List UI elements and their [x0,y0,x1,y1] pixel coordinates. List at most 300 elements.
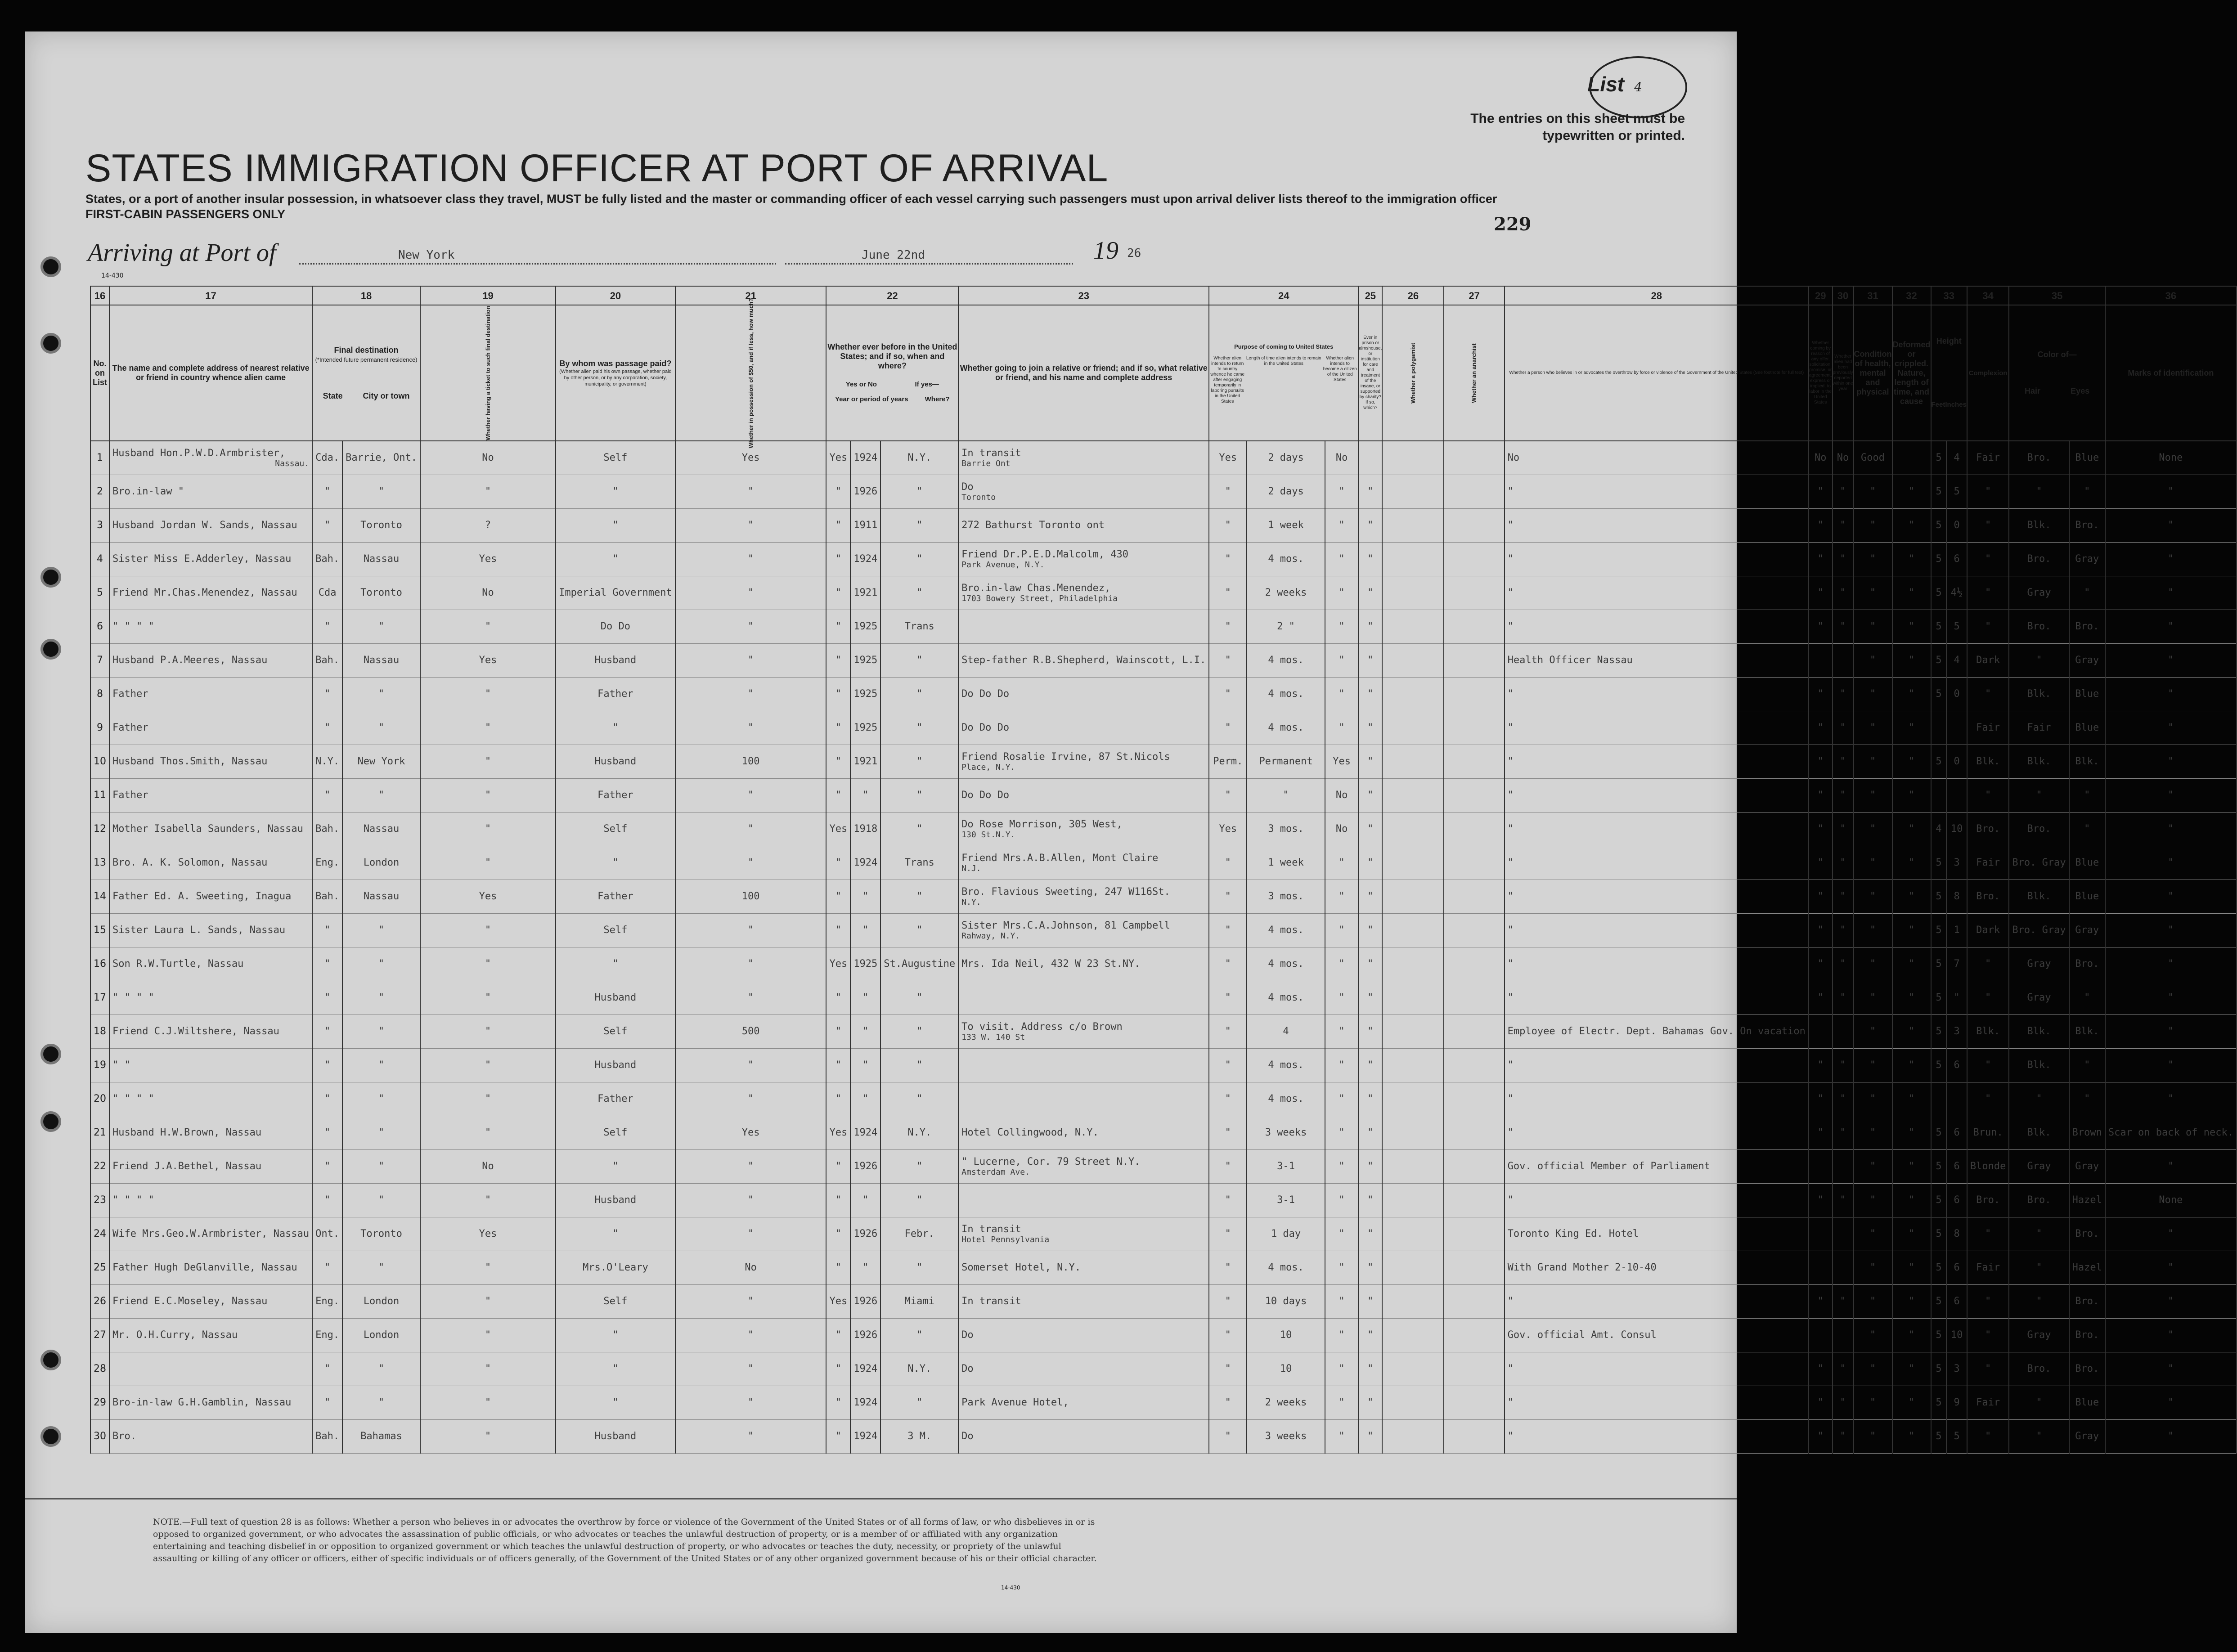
marks-cell: None [2105,441,2237,475]
length-cell: 1 week [1247,846,1325,880]
paid-by-cell: Self [556,812,675,846]
inches-cell: 0 [1946,745,1967,778]
year-cell: 1921 [850,745,880,778]
return-cell: Yes [1209,441,1247,475]
where-cell: " [880,475,958,508]
joining-cell [958,1015,1209,1048]
health-cell: " [1854,1352,1892,1386]
state-cell: Cda [312,576,342,610]
table-row [90,643,2237,677]
joining-cell-line-2: Toronto [961,492,996,502]
polygamist-cell [1382,1048,1444,1082]
relative-cell [109,542,312,576]
ticket-cell: " [420,812,556,846]
deformed-cell: " [1892,1318,1931,1352]
health-cell: " [1854,1082,1892,1116]
where-cell: N.Y. [880,1116,958,1149]
year-cell: 1926 [850,1318,880,1352]
city-cell: " [342,677,420,711]
prison-cell: " [1358,711,1382,745]
where-cell: Trans [880,610,958,643]
punch-hole [40,1044,61,1064]
money-cell: " [675,475,827,508]
marks-cell: " [2105,711,2237,745]
feet-cell: 5 [1931,1284,1947,1318]
ticket-cell: " [420,1284,556,1318]
header-year: Year or period of years [835,395,908,403]
header-feet: Feet [1931,401,1945,409]
inches-cell: 8 [1946,1217,1967,1251]
city-cell: " [342,610,420,643]
prison-cell: " [1358,1217,1382,1251]
feet-cell: 5 [1931,441,1947,475]
year-cell: 1925 [850,711,880,745]
header-final-destination-note: (*Intended future permanent residence) [315,356,418,363]
money-cell: " [675,1217,827,1251]
column-number: 25 [1358,286,1382,305]
prison-cell: " [1358,1149,1382,1183]
date-field-line [785,263,1073,265]
row-number: 8 [90,677,109,711]
hair-cell: Bro. [2009,441,2069,475]
feet-cell: 5 [1931,1149,1947,1183]
joining-cell-line-1: Bro. Flavious Sweeting, 247 W116St. [961,886,1170,898]
complexion-cell: Blk. [1967,1015,2009,1048]
return-cell: " [1209,711,1247,745]
city-cell: Toronto [342,508,420,542]
prison-cell: " [1358,1116,1382,1149]
relative-cell-line-1: Friend Mr.Chas.Menendez, Nassau [112,587,297,598]
polygamist-cell [1382,778,1444,812]
header-paid-by [556,305,675,441]
q29-cell: " [1809,846,1833,880]
length-cell: 4 mos. [1247,643,1325,677]
inches-cell: 6 [1946,1183,1967,1217]
joining-cell-line-2: 130 St.N.Y. [961,830,1015,839]
joining-cell [958,542,1209,576]
polygamist-cell [1382,643,1444,677]
polygamist-cell [1382,1082,1444,1116]
paid-by-cell: Father [556,880,675,913]
q28-cell: Employee of Electr. Dept. Bahamas Gov. On vacation [1505,1015,1809,1048]
anarchist-cell [1444,1352,1504,1386]
list-label: List [1587,72,1624,96]
q29-cell [1809,1217,1833,1251]
where-cell: " [880,576,958,610]
marks-cell: " [2105,1352,2237,1386]
row-number: 5 [90,576,109,610]
ticket-cell: No [420,1149,556,1183]
relative-cell-line-1: Son R.W.Turtle, Nassau [112,958,244,970]
manifest-rows [90,441,2237,1453]
joining-cell-line-1: To visit. Address c/o Brown [961,1021,1123,1032]
year-cell: 1924 [850,542,880,576]
q28-cell: " [1505,778,1809,812]
feet-cell: 5 [1931,677,1947,711]
paid-by-cell: Father [556,1082,675,1116]
hair-cell: Blk. [2009,1048,2069,1082]
inches-cell: 6 [1946,1284,1967,1318]
length-cell: 4 mos. [1247,913,1325,947]
marks-cell: " [2105,913,2237,947]
joining-cell [958,913,1209,947]
before-cell: " [826,1217,850,1251]
table-row [90,1251,2237,1284]
q29-cell [1809,1015,1833,1048]
row-number: 20 [90,1082,109,1116]
header-if-yes: If yes— [915,380,939,388]
hair-cell: Gray [2009,947,2069,981]
table-row [90,576,2237,610]
q30-cell: " [1833,1183,1854,1217]
q30-cell: " [1833,846,1854,880]
port-field-line [299,263,776,265]
table-row [90,1217,2237,1251]
hair-cell: Gray [2009,1318,2069,1352]
year-cell: 1918 [850,812,880,846]
prison-cell: " [1358,475,1382,508]
year-cell: " [850,1048,880,1082]
row-number: 25 [90,1251,109,1284]
q28-cell: " [1505,1048,1809,1082]
health-cell: " [1854,1419,1892,1453]
ticket-cell: " [420,1352,556,1386]
before-cell: " [826,846,850,880]
column-number: 24 [1209,286,1358,305]
health-cell: " [1854,981,1892,1015]
header-city: City or town [363,391,410,400]
eyes-cell: Gray [2069,643,2105,677]
relative-cell [109,677,312,711]
anarchist-cell [1444,1183,1504,1217]
inches-cell: 1 [1946,913,1967,947]
where-cell: " [880,1386,958,1419]
health-cell: " [1854,1183,1892,1217]
health-cell: " [1854,475,1892,508]
header-money-text: Whether in possession of $50, and if less, how much? [747,298,755,449]
anarchist-cell [1444,1082,1504,1116]
hair-cell: Blk. [2009,1015,2069,1048]
return-cell: " [1209,542,1247,576]
joining-cell [958,812,1209,846]
subtitle-line-2: FIRST-CABIN PASSENGERS ONLY [85,207,286,221]
inches-cell: 6 [1946,1048,1967,1082]
citizen-cell: " [1325,913,1358,947]
eyes-cell: Gray [2069,1149,2105,1183]
table-row [90,711,2237,745]
state-cell: Eng. [312,1318,342,1352]
city-cell: Barrie, Ont. [342,441,420,475]
q29-cell: " [1809,947,1833,981]
relative-cell [109,576,312,610]
year-cell: 1926 [850,1149,880,1183]
q30-cell: " [1833,1284,1854,1318]
complexion-cell: Bro. [1967,1183,2009,1217]
return-cell: " [1209,778,1247,812]
length-cell: 2 " [1247,610,1325,643]
q28-cell: " [1505,1386,1809,1419]
health-cell: " [1854,1386,1892,1419]
deformed-cell: " [1892,1082,1931,1116]
deformed-cell: " [1892,1183,1931,1217]
year-cell: " [850,1082,880,1116]
complexion-cell: " [1967,677,2009,711]
q29-cell: " [1809,1419,1833,1453]
joining-cell [958,576,1209,610]
q28-cell: " [1505,610,1809,643]
citizen-cell: " [1325,643,1358,677]
marks-cell: " [2105,643,2237,677]
health-cell: Good [1854,441,1892,475]
column-number: 21 [675,286,827,305]
feet-cell: 5 [1931,880,1947,913]
feet-cell: 5 [1931,643,1947,677]
length-cell: 10 [1247,1318,1325,1352]
deformed-cell: " [1892,711,1931,745]
eyes-cell: Blk. [2069,745,2105,778]
health-cell: " [1854,1048,1892,1082]
relative-cell [109,1318,312,1352]
ticket-cell: " [420,778,556,812]
marks-cell: " [2105,1217,2237,1251]
joining-cell-line-1: Friend Mrs.A.B.Allen, Mont Claire [961,852,1159,864]
anarchist-cell [1444,1251,1504,1284]
prison-cell: " [1358,846,1382,880]
ticket-cell: " [420,745,556,778]
before-cell: Yes [826,441,850,475]
year-cell: 1925 [850,643,880,677]
return-cell: " [1209,1217,1247,1251]
complexion-cell: " [1967,576,2009,610]
anarchist-cell [1444,508,1504,542]
ticket-cell: Yes [420,1217,556,1251]
where-cell: " [880,812,958,846]
deformed-cell: " [1892,1251,1931,1284]
complexion-cell: " [1967,1082,2009,1116]
health-cell: " [1854,1284,1892,1318]
money-cell: " [675,576,827,610]
where-cell: N.Y. [880,441,958,475]
city-cell: " [342,1149,420,1183]
column-number: 32 [1892,286,1931,305]
citizen-cell: " [1325,1183,1358,1217]
relative-cell-line-1: Mr. O.H.Curry, Nassau [112,1329,238,1341]
before-cell: " [826,880,850,913]
hair-cell: Gray [2009,981,2069,1015]
row-number: 3 [90,508,109,542]
length-cell: 4 mos. [1247,1082,1325,1116]
hair-cell: " [2009,1419,2069,1453]
length-cell: 3 weeks [1247,1419,1325,1453]
where-cell: " [880,981,958,1015]
relative-cell-line-1: " " [112,1059,130,1071]
prison-cell: " [1358,1352,1382,1386]
table-row [90,1386,2237,1419]
column-number: 28 [1505,286,1809,305]
before-cell: " [826,913,850,947]
header-relative: The name and complete address of nearest relative or friend in country whence alien came [109,305,312,441]
paid-by-cell: Father [556,677,675,711]
anarchist-cell [1444,1015,1504,1048]
header-before [826,305,958,441]
relative-cell [109,1419,312,1453]
citizen-cell: " [1325,542,1358,576]
deformed-cell: " [1892,1352,1931,1386]
typed-note: The entries on this sheet must be typewritten or printed. [1470,111,1685,143]
prison-cell: " [1358,1048,1382,1082]
relative-cell [109,778,312,812]
before-cell: " [826,1352,850,1386]
paid-by-cell: " [556,542,675,576]
feet-cell [1931,778,1947,812]
column-number: 18 [312,286,420,305]
row-number: 11 [90,778,109,812]
return-cell: " [1209,677,1247,711]
where-cell: " [880,880,958,913]
city-cell: Bahamas [342,1419,420,1453]
q30-cell: " [1833,778,1854,812]
marks-cell: " [2105,846,2237,880]
polygamist-cell [1382,1015,1444,1048]
inches-cell: 9 [1946,1386,1967,1419]
length-cell: 4 mos. [1247,947,1325,981]
table-row [90,981,2237,1015]
length-cell: 4 mos. [1247,542,1325,576]
punch-hole [40,1111,61,1132]
anarchist-cell [1444,913,1504,947]
q30-cell: " [1833,1386,1854,1419]
where-cell: " [880,711,958,745]
table-row [90,1048,2237,1082]
feet-cell: 5 [1931,576,1947,610]
health-cell: " [1854,1251,1892,1284]
anarchist-cell [1444,778,1504,812]
where-cell: Febr. [880,1217,958,1251]
state-cell: " [312,711,342,745]
deformed-cell: " [1892,1419,1931,1453]
state-cell: Bah. [312,880,342,913]
year-cell: 1925 [850,947,880,981]
arriving-label: Arriving at Port of [88,239,276,267]
relative-cell-line-1: Husband Hon.P.W.D.Armbrister, [112,447,286,459]
deformed-cell [1892,441,1931,475]
complexion-cell: Fair [1967,846,2009,880]
q28-cell: " [1505,981,1809,1015]
hair-cell: " [2009,643,2069,677]
length-cell: 10 [1247,1352,1325,1386]
complexion-cell: Fair [1967,1386,2009,1419]
complexion-cell: " [1967,1352,2009,1386]
hair-cell: " [2009,475,2069,508]
relative-cell-line-1: Friend J.A.Bethel, Nassau [112,1161,262,1172]
health-cell: " [1854,1015,1892,1048]
year-cell: " [850,913,880,947]
state-cell: Bah. [312,812,342,846]
joining-cell-line-1: In transit [961,1223,1021,1235]
eyes-cell: Bro. [2069,1318,2105,1352]
return-cell: " [1209,508,1247,542]
polygamist-cell [1382,677,1444,711]
money-cell: " [675,1082,827,1116]
relative-cell-line-1: Father Ed. A. Sweeting, Inagua [112,891,292,902]
q30-cell [1833,1251,1854,1284]
page-subtitle [85,191,1570,222]
deformed-cell: " [1892,508,1931,542]
hair-cell: Bro. [2009,610,2069,643]
year-cell: 1924 [850,1352,880,1386]
length-cell: 2 weeks [1247,1386,1325,1419]
inches-cell: 4½ [1946,576,1967,610]
table-row [90,677,2237,711]
paid-by-cell: Imperial Government [556,576,675,610]
health-cell: " [1854,913,1892,947]
q30-cell: " [1833,880,1854,913]
state-cell: " [312,475,342,508]
table-row [90,812,2237,846]
city-cell: Nassau [342,880,420,913]
joining-cell [958,1318,1209,1352]
header-height [1931,305,1967,441]
q28-cell: " [1505,1352,1809,1386]
q29-cell [1809,1149,1833,1183]
feet-cell: 5 [1931,542,1947,576]
polygamist-cell [1382,1149,1444,1183]
polygamist-cell [1382,1352,1444,1386]
length-cell: 3-1 [1247,1183,1325,1217]
deformed-cell: " [1892,846,1931,880]
citizen-cell: " [1325,677,1358,711]
column-number: 23 [958,286,1209,305]
hair-cell: Fair [2009,711,2069,745]
anarchist-cell [1444,812,1504,846]
return-cell: " [1209,880,1247,913]
hair-cell: Bro. Gray [2009,913,2069,947]
year-cell: " [850,1251,880,1284]
where-cell: " [880,1318,958,1352]
where-cell: N.Y. [880,1352,958,1386]
row-number: 15 [90,913,109,947]
prison-cell: " [1358,778,1382,812]
year-cell: 1924 [850,1116,880,1149]
relative-cell [109,812,312,846]
polygamist-cell [1382,1386,1444,1419]
feet-cell [1931,1082,1947,1116]
column-number: 16 [90,286,109,305]
citizen-cell: " [1325,947,1358,981]
q28-cell: " [1505,1284,1809,1318]
row-number: 9 [90,711,109,745]
eyes-cell: Bro. [2069,610,2105,643]
state-cell: " [312,778,342,812]
anarchist-cell [1444,981,1504,1015]
feet-cell: 5 [1931,1419,1947,1453]
feet-cell: 5 [1931,1352,1947,1386]
relative-cell [109,1386,312,1419]
health-cell: " [1854,1116,1892,1149]
relative-cell [109,441,312,475]
relative-cell-line-1: Friend E.C.Moseley, Nassau [112,1296,268,1307]
inches-cell: 6 [1946,1149,1967,1183]
ticket-cell: No [420,441,556,475]
state-cell: " [312,508,342,542]
header-purpose-b: Length of time alien intends to remain in the United States [1246,355,1321,366]
column-number: 35 [2009,286,2105,305]
anarchist-cell [1444,1116,1504,1149]
state-cell: Cda. [312,441,342,475]
q30-cell: No [1833,441,1854,475]
anarchist-cell [1444,441,1504,475]
table-row [90,508,2237,542]
